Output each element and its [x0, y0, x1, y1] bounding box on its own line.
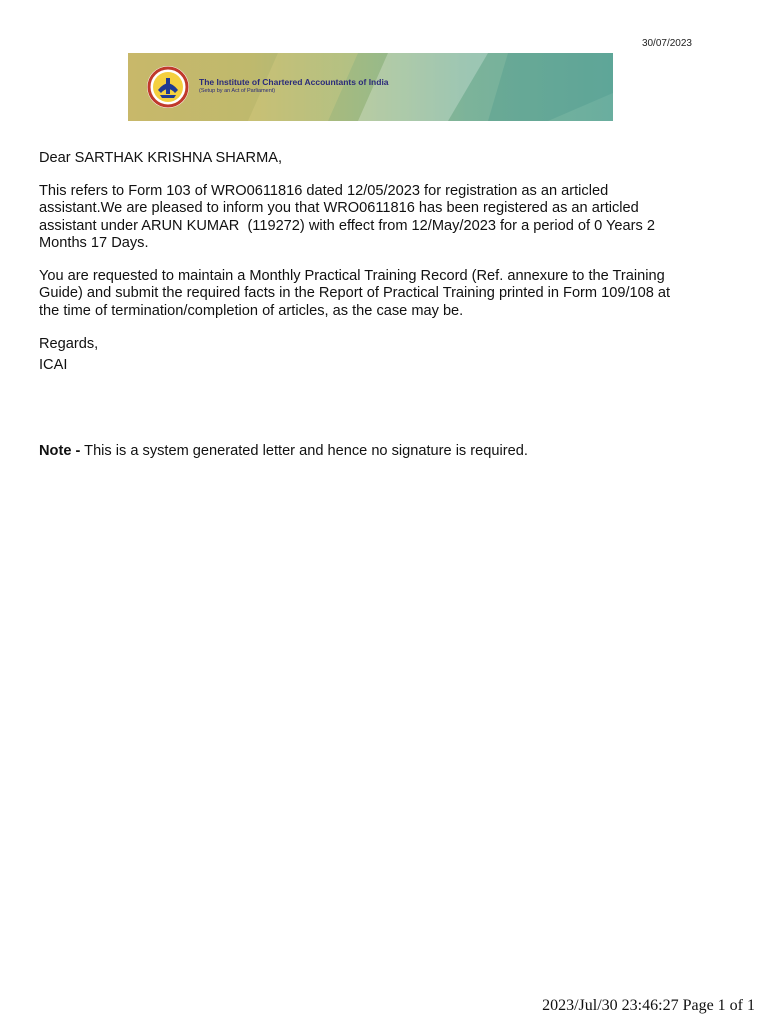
letter-body [39, 150, 729, 374]
icai-header-banner [128, 53, 613, 121]
paragraph-registration [39, 183, 729, 253]
system-note [39, 443, 528, 461]
banner-background-pattern [128, 53, 613, 121]
signoff: ICAI [39, 356, 68, 373]
footer-timestamp-page: 2023/Jul/30 23:46:27 Page 1 of 1 [542, 997, 755, 1014]
note-text: This is a system generated letter and hence no signature is required. [80, 443, 528, 459]
paragraph-line: You are requested to maintain a Monthly Practical Training Record (Ref. annexure to the Training [39, 267, 665, 284]
closing: Regards, [39, 336, 99, 352]
salutation: Dear SARTHAK KRISHNA SHARMA, [39, 150, 283, 166]
letter-date: 30/07/2023 [641, 38, 692, 49]
org-subtitle: (Setup by an Act of Parliament) [199, 88, 276, 94]
icai-logo-icon [146, 65, 190, 109]
note-label: Note - [39, 443, 81, 459]
paragraph-line: Months 17 Days. [39, 235, 149, 251]
paragraph-line: This refers to Form 103 of WRO0611816 dated 12/05/2023 for registration as an articled [39, 182, 609, 199]
paragraph-line: Guide) and submit the required facts in the Report of Practical Training printed in Form 109/108 at [39, 285, 671, 301]
paragraph-line: the time of termination/completion of articles, as the case may be. [39, 302, 464, 319]
paragraph-training-record [39, 268, 729, 321]
closing-block [39, 336, 729, 374]
paragraph-line: assistant.We are pleased to inform you that WRO0611816 has been registered as an articled [39, 200, 639, 216]
org-name: The Institute of Chartered Accountants of India [199, 77, 389, 87]
paragraph-line: assistant under ARUN KUMAR (119272) with effect from 12/May/2023 for a period of 0 Years 2 [39, 217, 655, 234]
